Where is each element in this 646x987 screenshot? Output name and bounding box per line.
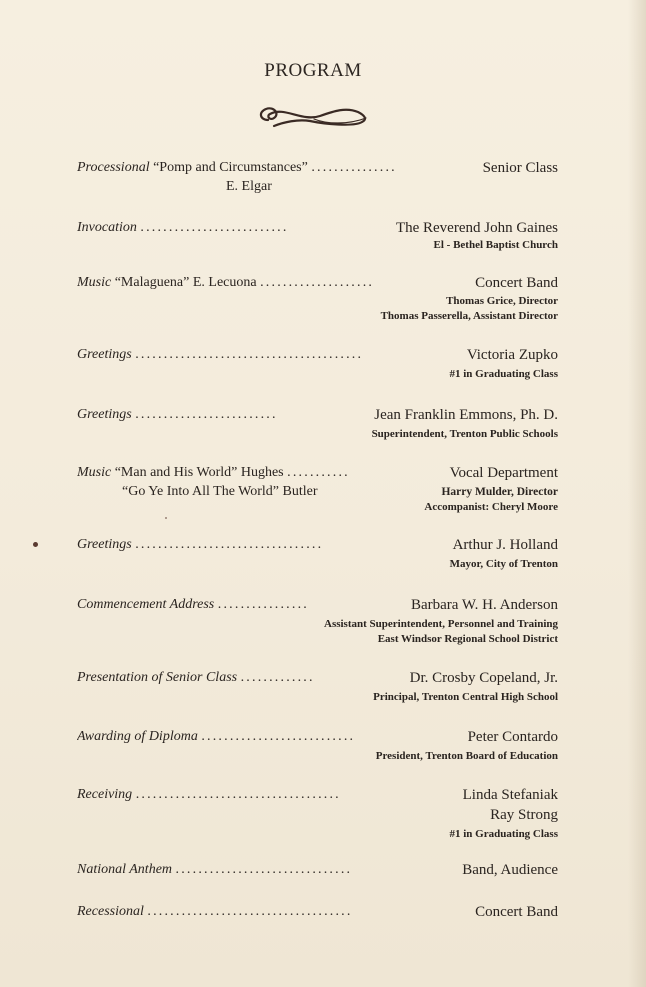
leader-dots: .........................	[135, 407, 278, 422]
program-entry-recessional	[77, 902, 558, 922]
leader-dots: .................................	[135, 537, 324, 552]
program-entry-invocation	[77, 218, 558, 253]
entry-detail: Accompanist: Cheryl Moore	[424, 501, 558, 513]
entry-detail: Mayor, City of Trenton	[449, 558, 558, 570]
program-entry-music-vocal	[77, 463, 558, 515]
entry-label: Music	[77, 465, 112, 480]
entry-label: Music	[77, 275, 112, 290]
entry-detail: Thomas Passerella, Assistant Director	[380, 310, 558, 322]
entry-piece-line2: E. Elgar	[226, 179, 272, 194]
entry-label: Receiving	[77, 787, 133, 802]
entry-value: Concert Band	[475, 904, 558, 920]
leader-dots: ...............	[311, 160, 397, 175]
paper-speck	[33, 542, 38, 547]
entry-label: Greetings	[77, 347, 132, 362]
leader-dots: .............	[240, 670, 315, 685]
leader-dots: ..........................	[140, 220, 289, 235]
entry-piece-line2: “Go Ye Into All The World” Butler	[122, 484, 318, 499]
entry-label: Presentation of Senior Class	[77, 670, 238, 685]
entry-value: Victoria Zupko	[466, 347, 558, 363]
leader-dots: ....................................	[147, 904, 353, 919]
program-entry-presentation	[77, 668, 558, 705]
program-entry-greetings-3	[77, 535, 558, 572]
leader-dots: ...........	[287, 465, 350, 480]
entry-value: Concert Band	[475, 275, 558, 291]
page-title: PROGRAM	[264, 60, 362, 81]
entry-label: National Anthem	[77, 862, 173, 877]
entry-detail: Harry Mulder, Director	[441, 486, 558, 498]
paper-speck	[165, 517, 167, 519]
entry-value: Barbara W. H. Anderson	[410, 597, 558, 613]
entry-detail: El - Bethel Baptist Church	[433, 239, 558, 251]
leader-dots: ....................	[260, 275, 375, 290]
entry-value: Peter Contardo	[467, 729, 558, 745]
entry-value: Jean Franklin Emmons, Ph. D.	[374, 407, 558, 423]
program-entry-greetings-1	[77, 345, 558, 382]
program-entry-processional	[77, 158, 558, 194]
entry-value-line2: Ray Strong	[490, 807, 558, 823]
leader-dots: ........................................	[135, 347, 364, 362]
entry-value: Linda Stefaniak	[462, 787, 558, 803]
entry-value: The Reverend John Gaines	[395, 220, 558, 236]
program-entry-music-band	[77, 273, 558, 324]
leader-dots: ...........................	[201, 729, 356, 744]
program-entry-awarding-diploma	[77, 727, 558, 764]
entry-piece: “Pomp and Circumstances”	[153, 160, 308, 175]
entry-detail: President, Trenton Board of Education	[375, 750, 558, 762]
entry-value: Arthur J. Holland	[452, 537, 558, 553]
leader-dots: ....................................	[135, 787, 341, 802]
entry-piece: “Malaguena” E. Lecuona	[114, 275, 257, 290]
program-entry-greetings-2	[77, 405, 558, 442]
program-entry-receiving	[77, 785, 558, 842]
program-entry-national-anthem	[77, 860, 558, 880]
entry-piece: “Man and His World” Hughes	[114, 465, 284, 480]
entry-label: Greetings	[77, 407, 132, 422]
entry-detail: Principal, Trenton Central High School	[373, 691, 558, 703]
entry-value: Band, Audience	[462, 862, 558, 878]
entry-detail: #1 in Graduating Class	[449, 828, 558, 840]
entry-label: Processional	[77, 160, 150, 175]
entry-label: Greetings	[77, 537, 132, 552]
leader-dots: ................	[217, 597, 309, 612]
entry-value: Senior Class	[482, 160, 558, 176]
entry-label: Awarding of Diploma	[77, 729, 198, 744]
entry-detail: Thomas Grice, Director	[446, 295, 558, 307]
entry-label: Recessional	[77, 904, 144, 919]
flourish-ornament	[254, 100, 374, 132]
entry-detail: East Windsor Regional School District	[377, 633, 558, 645]
entry-detail: Assistant Superintendent, Personnel and Training	[324, 618, 558, 630]
entry-value: Dr. Crosby Copeland, Jr.	[409, 670, 558, 686]
entry-detail: #1 in Graduating Class	[449, 368, 558, 380]
leader-dots: ...............................	[175, 862, 353, 877]
entry-value: Vocal Department	[449, 465, 558, 481]
entry-detail: Superintendent, Trenton Public Schools	[371, 428, 558, 440]
program-entry-commencement-address	[77, 595, 558, 647]
entry-label: Invocation	[77, 220, 137, 235]
entry-label: Commencement Address	[77, 597, 215, 612]
